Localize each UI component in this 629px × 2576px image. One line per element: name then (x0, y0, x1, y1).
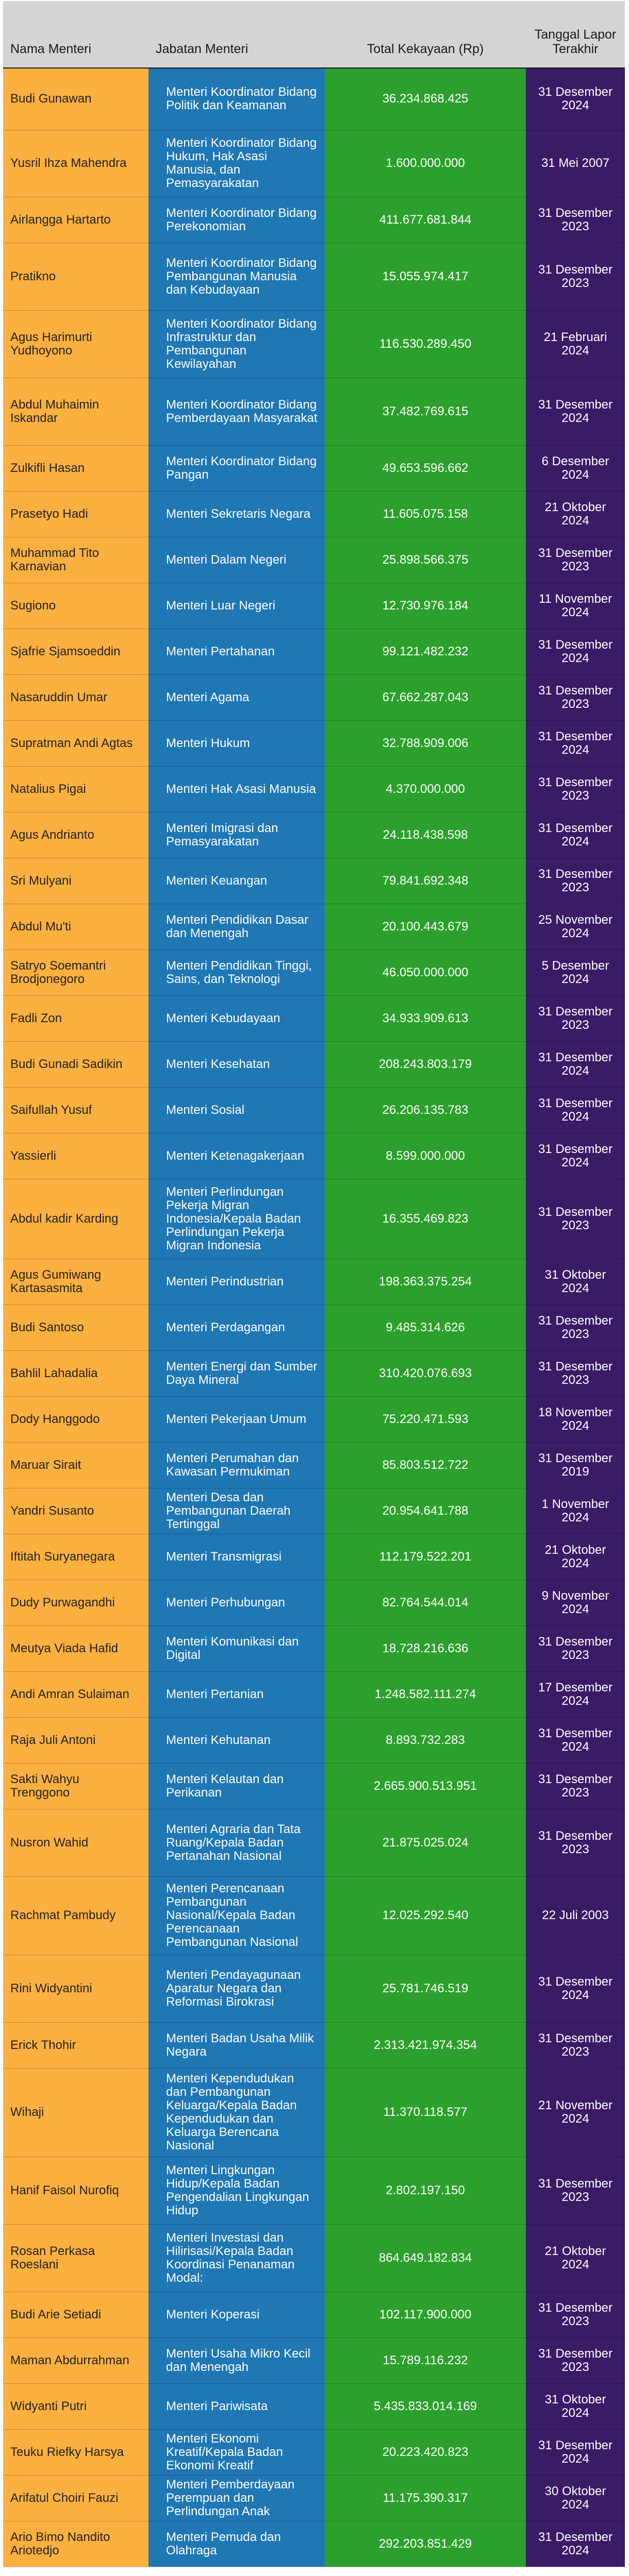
table-row (3, 1534, 625, 1580)
cell-jabatan-menteri: Menteri Imigrasi dan Pemasyarakatan (148, 812, 325, 858)
cell-jabatan-menteri: Menteri Komunikasi dan Digital (148, 1625, 325, 1671)
cell-total-kekayaan: 67.662.287.043 (325, 674, 526, 720)
cell-total-kekayaan: 15.055.974.417 (325, 243, 526, 310)
table-row (3, 130, 625, 197)
table-row (3, 995, 625, 1041)
cell-jabatan-menteri: Menteri Kesehatan (148, 1041, 325, 1087)
cell-nama-menteri: Rachmat Pambudy (3, 1876, 148, 1955)
cell-nama-menteri: Yandri Susanto (3, 1488, 148, 1534)
cell-jabatan-menteri: Menteri Perdagangan (148, 1304, 325, 1350)
cell-nama-menteri: Abdul Muhaimin Iskandar (3, 378, 148, 445)
table-row (3, 537, 625, 583)
header-jabatan-menteri[interactable]: Jabatan Menteri (148, 1, 325, 68)
cell-total-kekayaan: 16.355.469.823 (325, 1179, 526, 1259)
table-row (3, 68, 625, 130)
table-row (3, 766, 625, 812)
cell-jabatan-menteri: Menteri Kelautan dan Perikanan (148, 1763, 325, 1809)
cell-nama-menteri: Pratikno (3, 243, 148, 310)
cell-total-kekayaan: 198.363.375.254 (325, 1259, 526, 1304)
cell-jabatan-menteri: Menteri Perindustrian (148, 1259, 325, 1304)
cell-jabatan-menteri: Menteri Transmigrasi (148, 1534, 325, 1580)
header-row (3, 1, 625, 68)
cell-total-kekayaan: 116.530.289.450 (325, 310, 526, 378)
table-row (3, 1717, 625, 1763)
cell-nama-menteri: Yassierli (3, 1133, 148, 1179)
header-nama-menteri[interactable]: Nama Menteri (3, 1, 148, 68)
cell-jabatan-menteri: Menteri Perhubungan (148, 1580, 325, 1625)
cell-total-kekayaan: 864.649.182.834 (325, 2224, 526, 2292)
cell-tanggal-lapor: 31 Desember 2024 (526, 812, 625, 858)
cell-total-kekayaan: 82.764.544.014 (325, 1580, 526, 1625)
cell-jabatan-menteri: Menteri Agraria dan Tata Ruang/Kepala Badan Pertanahan Nasional (148, 1809, 325, 1876)
cell-nama-menteri: Sri Mulyani (3, 858, 148, 904)
cell-nama-menteri: Agus Harimurti Yudhoyono (3, 310, 148, 378)
cell-nama-menteri: Teuku Riefky Harsya (3, 2429, 148, 2475)
cell-tanggal-lapor: 31 Desember 2024 (526, 1041, 625, 1087)
cell-nama-menteri: Nusron Wahid (3, 1809, 148, 1876)
cell-jabatan-menteri: Menteri Koordinator Bidang Pangan (148, 445, 325, 491)
cell-nama-menteri: Bahlil Lahadalia (3, 1350, 148, 1396)
cell-nama-menteri: Prasetyo Hadi (3, 491, 148, 537)
cell-nama-menteri: Airlangga Hartarto (3, 197, 148, 243)
cell-jabatan-menteri: Menteri Dalam Negeri (148, 537, 325, 583)
table-row (3, 1625, 625, 1671)
table-row (3, 1442, 625, 1488)
cell-total-kekayaan: 102.117.900.000 (325, 2292, 526, 2337)
cell-nama-menteri: Nasaruddin Umar (3, 674, 148, 720)
table-row (3, 1763, 625, 1809)
cell-tanggal-lapor: 21 Oktober 2024 (526, 1534, 625, 1580)
table-row (3, 378, 625, 445)
cell-jabatan-menteri: Menteri Koordinator Bidang Pemberdayaan Masyarakat (148, 378, 325, 445)
cell-nama-menteri: Rini Widyantini (3, 1955, 148, 2022)
table-row (3, 197, 625, 243)
cell-nama-menteri: Rosan Perkasa Roeslani (3, 2224, 148, 2292)
cell-nama-menteri: Widyanti Putri (3, 2383, 148, 2429)
cell-total-kekayaan: 112.179.522.201 (325, 1534, 526, 1580)
cell-tanggal-lapor: 30 Oktober 2024 (526, 2475, 625, 2521)
cell-jabatan-menteri: Menteri Koordinator Bidang Perekonomian (148, 197, 325, 243)
cell-tanggal-lapor: 18 November 2024 (526, 1396, 625, 1442)
cell-jabatan-menteri: Menteri Ekonomi Kreatif/Kepala Badan Ekonomi Kreatif (148, 2429, 325, 2475)
table-row (3, 720, 625, 766)
cell-tanggal-lapor: 31 Desember 2023 (526, 1625, 625, 1671)
cell-total-kekayaan: 5.435.833.014.169 (325, 2383, 526, 2429)
cell-jabatan-menteri: Menteri Koordinator Bidang Pembangunan Manusia dan Kebudayaan (148, 243, 325, 310)
cell-nama-menteri: Erick Thohir (3, 2022, 148, 2068)
cell-tanggal-lapor: 21 Oktober 2024 (526, 2224, 625, 2292)
cell-nama-menteri: Budi Arie Setiadi (3, 2292, 148, 2337)
table-row (3, 1133, 625, 1179)
cell-tanggal-lapor: 11 November 2024 (526, 583, 625, 629)
cell-total-kekayaan: 9.485.314.626 (325, 1304, 526, 1350)
cell-jabatan-menteri: Menteri Desa dan Pembangunan Daerah Tertinggal (148, 1488, 325, 1534)
cell-total-kekayaan: 12.730.976.184 (325, 583, 526, 629)
cell-tanggal-lapor: 17 Desember 2024 (526, 1671, 625, 1717)
cell-nama-menteri: Meutya Viada Hafid (3, 1625, 148, 1671)
cell-nama-menteri: Saifullah Yusuf (3, 1087, 148, 1133)
cell-jabatan-menteri: Menteri Koperasi (148, 2292, 325, 2337)
cell-jabatan-menteri: Menteri Sosial (148, 1087, 325, 1133)
table-row (3, 904, 625, 950)
cell-jabatan-menteri: Menteri Koordinator Bidang Infrastruktur dan Pembangunan Kewilayahan (148, 310, 325, 378)
cell-total-kekayaan: 25.781.746.519 (325, 1955, 526, 2022)
cell-jabatan-menteri: Menteri Koordinator Bidang Hukum, Hak Asasi Manusia, dan Pemasyarakatan (148, 130, 325, 197)
cell-tanggal-lapor: 31 Desember 2023 (526, 995, 625, 1041)
cell-tanggal-lapor: 31 Desember 2024 (526, 1133, 625, 1179)
table-row (3, 1809, 625, 1876)
cell-nama-menteri: Sugiono (3, 583, 148, 629)
cell-jabatan-menteri: Menteri Agama (148, 674, 325, 720)
cell-jabatan-menteri: Menteri Pendidikan Dasar dan Menengah (148, 904, 325, 950)
cell-tanggal-lapor: 21 Februari 2024 (526, 310, 625, 378)
table-row (3, 310, 625, 378)
cell-jabatan-menteri: Menteri Pekerjaan Umum (148, 1396, 325, 1442)
table-row (3, 1876, 625, 1955)
cell-tanggal-lapor: 31 Desember 2023 (526, 1304, 625, 1350)
cell-jabatan-menteri: Menteri Energi dan Sumber Daya Mineral (148, 1350, 325, 1396)
cell-jabatan-menteri: Menteri Pertanian (148, 1671, 325, 1717)
cell-tanggal-lapor: 31 Desember 2023 (526, 1350, 625, 1396)
cell-total-kekayaan: 11.605.075.158 (325, 491, 526, 537)
cell-jabatan-menteri: Menteri Pemuda dan Olahraga (148, 2521, 325, 2567)
cell-tanggal-lapor: 31 Desember 2024 (526, 2521, 625, 2567)
cell-tanggal-lapor: 31 Desember 2024 (526, 1087, 625, 1133)
cell-nama-menteri: Dudy Purwagandhi (3, 1580, 148, 1625)
header-total-kekayaan[interactable]: Total Kekayaan (Rp) (325, 1, 526, 68)
table-row (3, 1396, 625, 1442)
cell-nama-menteri: Agus Gumiwang Kartasasmita (3, 1259, 148, 1304)
cell-nama-menteri: Sakti Wahyu Trenggono (3, 1763, 148, 1809)
cell-nama-menteri: Raja Juli Antoni (3, 1717, 148, 1763)
cell-nama-menteri: Dody Hanggodo (3, 1396, 148, 1442)
table-header (3, 1, 625, 68)
cell-nama-menteri: Ario Bimo Nandito Ariotedjo (3, 2521, 148, 2567)
cell-jabatan-menteri: Menteri Usaha Mikro Kecil dan Menengah (148, 2337, 325, 2383)
cell-total-kekayaan: 20.100.443.679 (325, 904, 526, 950)
header-tanggal-lapor[interactable]: Tanggal Lapor Terakhir (526, 1, 625, 68)
cell-jabatan-menteri: Menteri Lingkungan Hidup/Kepala Badan Pengendalian Lingkungan Hidup (148, 2157, 325, 2224)
cell-total-kekayaan: 18.728.216.636 (325, 1625, 526, 1671)
table-row (3, 1488, 625, 1534)
cell-total-kekayaan: 310.420.076.693 (325, 1350, 526, 1396)
cell-nama-menteri: Supratman Andi Agtas (3, 720, 148, 766)
table-row (3, 243, 625, 310)
table-row (3, 2022, 625, 2068)
cell-tanggal-lapor: 31 Desember 2024 (526, 629, 625, 674)
table-row (3, 2292, 625, 2337)
cell-total-kekayaan: 1.600.000.000 (325, 130, 526, 197)
cell-jabatan-menteri: Menteri Kehutanan (148, 1717, 325, 1763)
cell-tanggal-lapor: 6 Desember 2024 (526, 445, 625, 491)
cell-total-kekayaan: 11.175.390.317 (325, 2475, 526, 2521)
table-row (3, 1955, 625, 2022)
cell-total-kekayaan: 75.220.471.593 (325, 1396, 526, 1442)
cell-total-kekayaan: 8.599.000.000 (325, 1133, 526, 1179)
table-row (3, 858, 625, 904)
cell-jabatan-menteri: Menteri Investasi dan Hilirisasi/Kepala Badan Koordinasi Penanaman Modal: (148, 2224, 325, 2292)
cell-jabatan-menteri: Menteri Pendidikan Tinggi, Sains, dan Teknologi (148, 950, 325, 995)
table-row (3, 629, 625, 674)
table-row (3, 1259, 625, 1304)
table-row (3, 1087, 625, 1133)
cell-total-kekayaan: 2.665.900.513.951 (325, 1763, 526, 1809)
cell-nama-menteri: Arifatul Choiri Fauzi (3, 2475, 148, 2521)
cell-jabatan-menteri: Menteri Sekretaris Negara (148, 491, 325, 537)
cell-tanggal-lapor: 31 Oktober 2024 (526, 1259, 625, 1304)
cell-nama-menteri: Satryo Soemantri Brodjonegoro (3, 950, 148, 995)
cell-total-kekayaan: 21.875.025.024 (325, 1809, 526, 1876)
cell-tanggal-lapor: 31 Desember 2023 (526, 1179, 625, 1259)
table-row (3, 1580, 625, 1625)
cell-tanggal-lapor: 31 Desember 2023 (526, 537, 625, 583)
table-body (3, 68, 625, 2567)
cell-tanggal-lapor: 31 Desember 2023 (526, 2157, 625, 2224)
cell-nama-menteri: Sjafrie Sjamsoeddin (3, 629, 148, 674)
cell-total-kekayaan: 4.370.000.000 (325, 766, 526, 812)
cell-nama-menteri: Iftitah Suryanegara (3, 1534, 148, 1580)
cell-total-kekayaan: 26.206.135.783 (325, 1087, 526, 1133)
cell-tanggal-lapor: 31 Mei 2007 (526, 130, 625, 197)
table-row (3, 491, 625, 537)
cell-total-kekayaan: 20.954.641.788 (325, 1488, 526, 1534)
cell-tanggal-lapor: 31 Desember 2023 (526, 766, 625, 812)
cell-tanggal-lapor: 31 Desember 2023 (526, 197, 625, 243)
cell-tanggal-lapor: 31 Desember 2024 (526, 720, 625, 766)
cell-total-kekayaan: 24.118.438.598 (325, 812, 526, 858)
table-row (3, 812, 625, 858)
cell-tanggal-lapor: 22 Juli 2003 (526, 1876, 625, 1955)
cell-jabatan-menteri: Menteri Hukum (148, 720, 325, 766)
cell-jabatan-menteri: Menteri Luar Negeri (148, 583, 325, 629)
cell-tanggal-lapor: 31 Desember 2024 (526, 1955, 625, 2022)
cell-tanggal-lapor: 31 Oktober 2024 (526, 2383, 625, 2429)
cell-tanggal-lapor: 31 Desember 2024 (526, 2429, 625, 2475)
cell-jabatan-menteri: Menteri Kependudukan dan Pembangunan Keluarga/Kepala Badan Kependudukan dan Keluarga Berencana Nasional (148, 2068, 325, 2157)
cell-tanggal-lapor: 31 Desember 2023 (526, 1763, 625, 1809)
cell-total-kekayaan: 46.050.000.000 (325, 950, 526, 995)
cell-total-kekayaan: 12.025.292.540 (325, 1876, 526, 1955)
table-row (3, 2429, 625, 2475)
cell-jabatan-menteri: Menteri Kebudayaan (148, 995, 325, 1041)
table-row (3, 1179, 625, 1259)
cell-tanggal-lapor: 31 Desember 2023 (526, 2292, 625, 2337)
table-row (3, 1671, 625, 1717)
table-row (3, 2383, 625, 2429)
table-row (3, 2068, 625, 2157)
cell-total-kekayaan: 20.223.420.823 (325, 2429, 526, 2475)
cell-total-kekayaan: 37.482.769.615 (325, 378, 526, 445)
cell-jabatan-menteri: Menteri Keuangan (148, 858, 325, 904)
cell-total-kekayaan: 34.933.909.613 (325, 995, 526, 1041)
cell-total-kekayaan: 15.789.116.232 (325, 2337, 526, 2383)
table-row (3, 583, 625, 629)
cell-total-kekayaan: 2.802.197.150 (325, 2157, 526, 2224)
cell-total-kekayaan: 208.243.803.179 (325, 1041, 526, 1087)
table-row (3, 950, 625, 995)
cell-total-kekayaan: 2.313.421.974.354 (325, 2022, 526, 2068)
cell-nama-menteri: Budi Gunadi Sadikin (3, 1041, 148, 1087)
cell-total-kekayaan: 32.788.909.006 (325, 720, 526, 766)
table-row (3, 445, 625, 491)
cell-nama-menteri: Yusril Ihza Mahendra (3, 130, 148, 197)
cell-tanggal-lapor: 31 Desember 2023 (526, 858, 625, 904)
cell-jabatan-menteri: Menteri Pertahanan (148, 629, 325, 674)
table-row (3, 1304, 625, 1350)
cell-total-kekayaan: 11.370.118.577 (325, 2068, 526, 2157)
cell-total-kekayaan: 411.677.681.844 (325, 197, 526, 243)
cell-jabatan-menteri: Menteri Perencanaan Pembangunan Nasional/Kepala Badan Perencanaan Pembangunan Nasional (148, 1876, 325, 1955)
cell-total-kekayaan: 292.203.851.429 (325, 2521, 526, 2567)
cell-jabatan-menteri: Menteri Koordinator Bidang Politik dan Keamanan (148, 68, 325, 130)
cell-tanggal-lapor: 31 Desember 2023 (526, 2022, 625, 2068)
cell-tanggal-lapor: 1 November 2024 (526, 1488, 625, 1534)
cell-nama-menteri: Muhammad Tito Karnavian (3, 537, 148, 583)
cell-jabatan-menteri: Menteri Ketenagakerjaan (148, 1133, 325, 1179)
cell-total-kekayaan: 25.898.566.375 (325, 537, 526, 583)
cell-tanggal-lapor: 21 Oktober 2024 (526, 491, 625, 537)
cell-nama-menteri: Abdul Mu'ti (3, 904, 148, 950)
cell-nama-menteri: Budi Santoso (3, 1304, 148, 1350)
cell-total-kekayaan: 1.248.582.111.274 (325, 1671, 526, 1717)
cell-total-kekayaan: 99.121.482.232 (325, 629, 526, 674)
table-row (3, 1350, 625, 1396)
cell-nama-menteri: Maman Abdurrahman (3, 2337, 148, 2383)
cell-total-kekayaan: 85.803.512.722 (325, 1442, 526, 1488)
cell-nama-menteri: Natalius Pigai (3, 766, 148, 812)
cell-tanggal-lapor: 21 November 2024 (526, 2068, 625, 2157)
table-row (3, 674, 625, 720)
cell-total-kekayaan: 8.893.732.283 (325, 1717, 526, 1763)
cell-jabatan-menteri: Menteri Badan Usaha Milik Negara (148, 2022, 325, 2068)
cell-total-kekayaan: 79.841.692.348 (325, 858, 526, 904)
cell-nama-menteri: Wihaji (3, 2068, 148, 2157)
cell-jabatan-menteri: Menteri Hak Asasi Manusia (148, 766, 325, 812)
cell-tanggal-lapor: 31 Desember 2023 (526, 674, 625, 720)
cell-nama-menteri: Agus Andrianto (3, 812, 148, 858)
ministers-wealth-table (3, 1, 625, 2567)
cell-nama-menteri: Andi Amran Sulaiman (3, 1671, 148, 1717)
cell-jabatan-menteri: Menteri Pendayagunaan Aparatur Negara dan Reformasi Birokrasi (148, 1955, 325, 2022)
cell-total-kekayaan: 36.234.868.425 (325, 68, 526, 130)
cell-tanggal-lapor: 31 Desember 2023 (526, 1809, 625, 1876)
cell-nama-menteri: Maruar Sirait (3, 1442, 148, 1488)
cell-jabatan-menteri: Menteri Perumahan dan Kawasan Permukiman (148, 1442, 325, 1488)
cell-tanggal-lapor: 5 Desember 2024 (526, 950, 625, 995)
cell-jabatan-menteri: Menteri Pariwisata (148, 2383, 325, 2429)
cell-jabatan-menteri: Menteri Perlindungan Pekerja Migran Indonesia/Kepala Badan Perlindungan Pekerja Migran Indonesia (148, 1179, 325, 1259)
table-row (3, 2475, 625, 2521)
cell-nama-menteri: Abdul kadir Karding (3, 1179, 148, 1259)
cell-tanggal-lapor: 31 Desember 2024 (526, 1717, 625, 1763)
table-row (3, 2224, 625, 2292)
table-row (3, 2521, 625, 2567)
table-row (3, 1041, 625, 1087)
cell-nama-menteri: Budi Gunawan (3, 68, 148, 130)
cell-jabatan-menteri: Menteri Pemberdayaan Perempuan dan Perlindungan Anak (148, 2475, 325, 2521)
cell-tanggal-lapor: 31 Desember 2023 (526, 2337, 625, 2383)
table-row (3, 2157, 625, 2224)
cell-tanggal-lapor: 9 November 2024 (526, 1580, 625, 1625)
cell-nama-menteri: Zulkifli Hasan (3, 445, 148, 491)
cell-tanggal-lapor: 25 November 2024 (526, 904, 625, 950)
cell-tanggal-lapor: 31 Desember 2019 (526, 1442, 625, 1488)
table-row (3, 2337, 625, 2383)
cell-total-kekayaan: 49.653.596.662 (325, 445, 526, 491)
cell-tanggal-lapor: 31 Desember 2023 (526, 243, 625, 310)
cell-nama-menteri: Hanif Faisol Nurofiq (3, 2157, 148, 2224)
cell-tanggal-lapor: 31 Desember 2024 (526, 378, 625, 445)
cell-tanggal-lapor: 31 Desember 2024 (526, 68, 625, 130)
cell-nama-menteri: Fadli Zon (3, 995, 148, 1041)
